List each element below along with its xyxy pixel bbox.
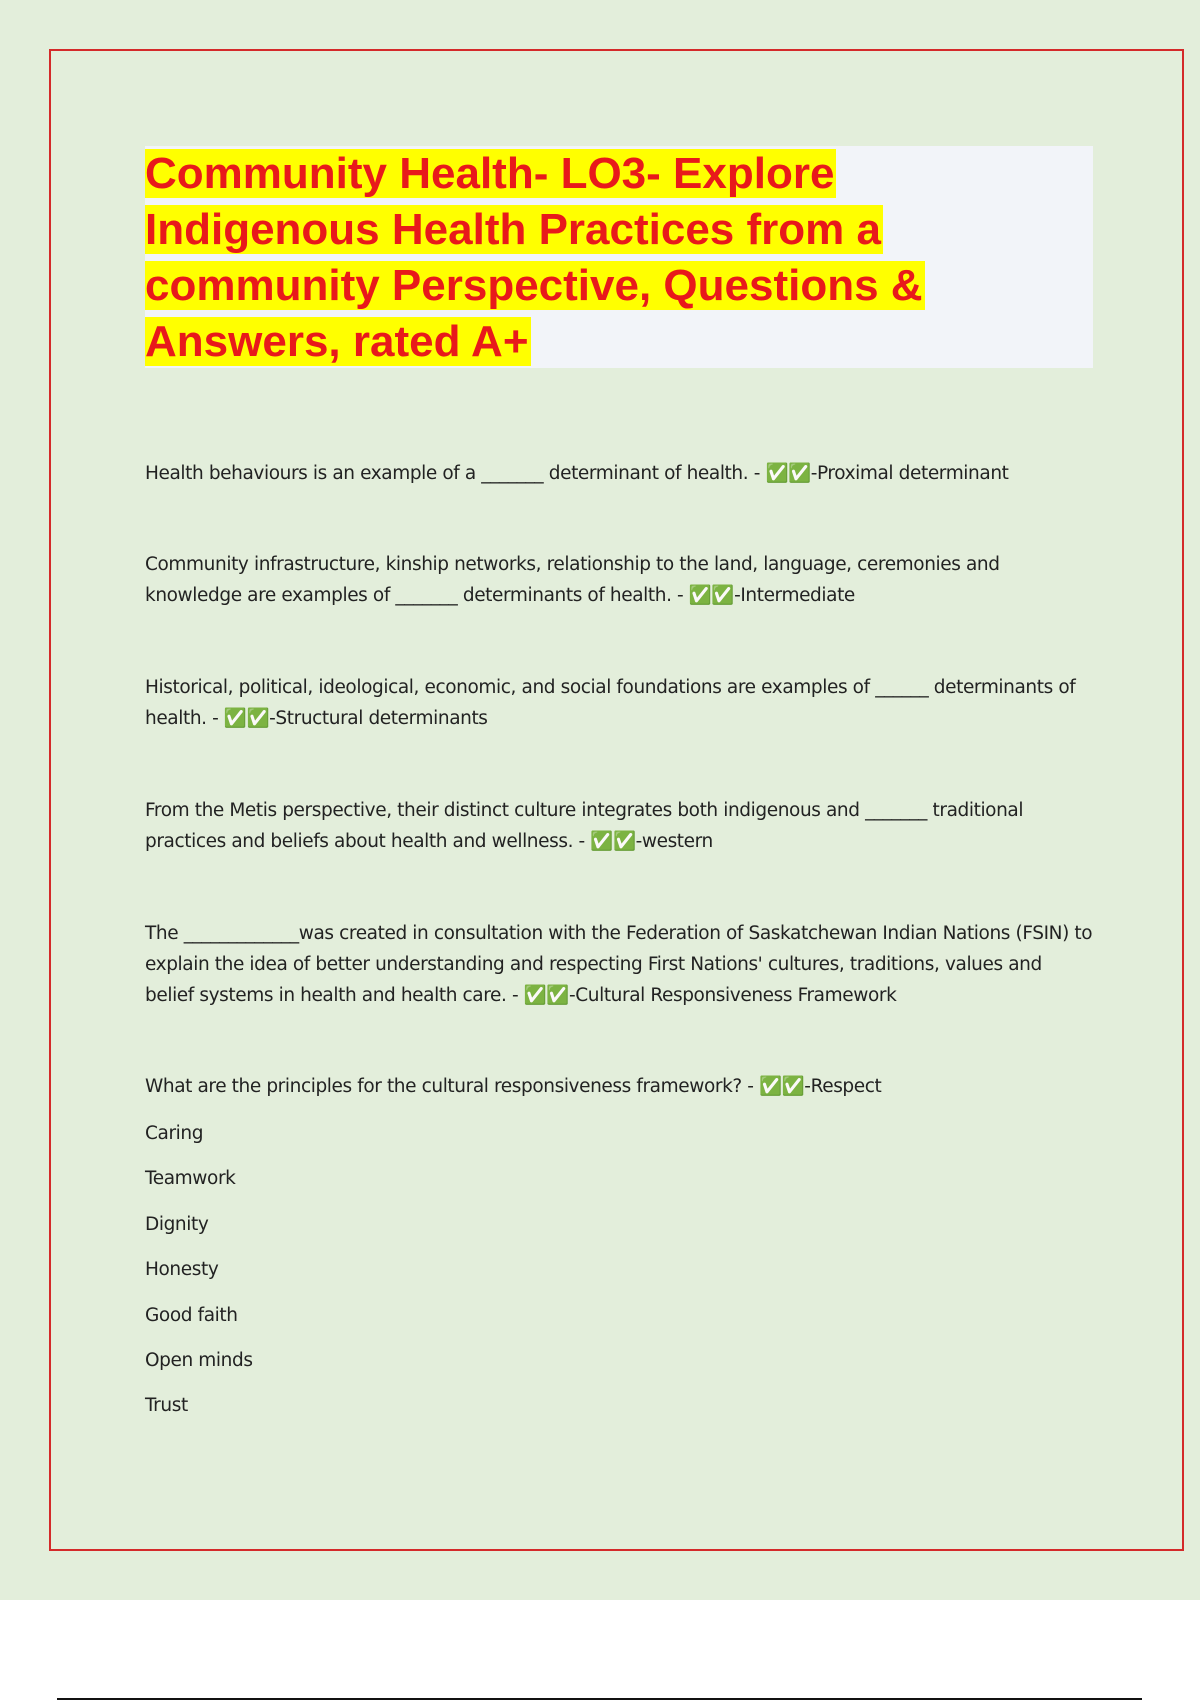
qa-item-2: Community infrastructure, kinship networks, relationship to the land, language, ceremonies and knowledge are examples of _______ determinants of health. - ✅✅-Intermediate bbox=[145, 554, 1000, 606]
list-item: Honesty bbox=[145, 1259, 219, 1281]
title-line-2: Indigenous Health Practices from a bbox=[145, 205, 881, 254]
list-item: Caring bbox=[145, 1123, 204, 1144]
title-line-3: community Perspective, Questions & bbox=[145, 261, 923, 310]
title-block bbox=[145, 146, 1093, 368]
list-item: Trust bbox=[145, 1395, 188, 1417]
title-line-1: Community Health- LO3- Explore bbox=[145, 149, 835, 198]
principles-list bbox=[145, 1118, 253, 1436]
list-item: Good faith bbox=[145, 1304, 238, 1326]
qa-item-6: What are the principles for the cultural responsiveness framework? - ✅✅-Respect bbox=[145, 1076, 882, 1097]
qa-item-4: From the Metis perspective, their distinct culture integrates both indigenous and _______ traditional practices and beliefs about health and wellness. - ✅✅-western bbox=[145, 800, 1024, 852]
list-item: Dignity bbox=[145, 1213, 209, 1235]
qa-item-5: The _____________was created in consultation with the Federation of Saskatchewan Indian Nations (FSIN) to explain the idea of better understanding and respecting First Nations' cultures, traditions, values and belief systems in health and health care. - ✅✅-Cultural Responsiveness Framework bbox=[145, 923, 1093, 1006]
list-item: Teamwork bbox=[145, 1168, 236, 1190]
list-item: Open minds bbox=[145, 1349, 253, 1371]
qa-item-3: Historical, political, ideological, economic, and social foundations are examples of ______ determinants of health. - ✅✅-Structural determinants bbox=[145, 677, 1076, 729]
document-title bbox=[145, 146, 1093, 370]
qa-item-1: Health behaviours is an example of a _______ determinant of health. - ✅✅-Proximal determinant bbox=[145, 463, 1009, 484]
title-line-4: Answers, rated A+ bbox=[145, 317, 529, 366]
